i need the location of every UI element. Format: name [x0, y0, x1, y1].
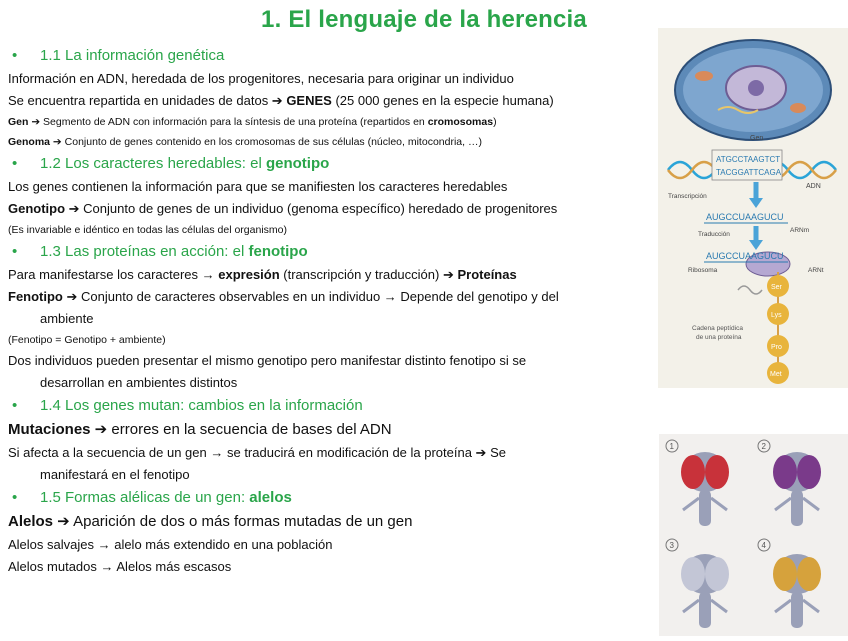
- section-heading-1-1: [8, 44, 658, 68]
- keyword: expresión: [218, 267, 280, 282]
- text-span: 1.2 Los caracteres heredables: el: [40, 155, 266, 172]
- arnm-label: ARNm: [790, 227, 810, 234]
- text-line: [8, 418, 658, 442]
- cadena-label: de una proteína: [696, 334, 742, 341]
- fly-icon: [758, 440, 821, 526]
- text-line: [8, 264, 658, 286]
- fly-alleles-figure: [659, 434, 848, 636]
- text-line: Dos individuos pueden presentar el mismo genotipo pero manifestar distinto fenotipo si se: [8, 353, 527, 368]
- text-line: [8, 286, 658, 308]
- fly-leg: [683, 498, 699, 510]
- adn-label: ADN: [806, 183, 821, 190]
- fly-body: [699, 592, 711, 628]
- text-span: ➔ Conjunto de caracteres observables en un individuo → Depende del genotipo y del: [62, 289, 559, 304]
- text-span: ➔ errores en la secuencia de bases del ADN: [90, 421, 392, 438]
- text-span: Se encuentra repartida en unidades de datos ➔: [8, 93, 287, 108]
- section-title: 1.4 Los genes mutan: cambios en la información: [40, 397, 363, 414]
- text-span: ➔ Aparición de dos o más formas mutadas de un gen: [53, 513, 413, 530]
- fly-eye: [797, 455, 821, 489]
- text-line: [8, 112, 658, 132]
- fly-eye: [681, 557, 705, 591]
- text-line: [8, 132, 658, 152]
- text-line: Alelos mutados → Alelos más escasos: [8, 559, 232, 574]
- dna-sequence-bottom: TACGGATTCAGA: [716, 168, 782, 177]
- keyword: Proteínas: [457, 267, 517, 282]
- trna-icon: [738, 286, 762, 294]
- fly-body: [791, 592, 803, 628]
- ribosoma-label: Ribosoma: [688, 267, 718, 274]
- text-span: ➔ Segmento de ADN con información para la síntesis de una proteína (repartidos en: [28, 116, 428, 128]
- fly-icon: [666, 539, 729, 628]
- fly-icon: [666, 440, 729, 526]
- main-content: [8, 44, 658, 578]
- fly-eye: [705, 455, 729, 489]
- text-span: (transcripción y traducción) ➔: [279, 267, 458, 282]
- ribosome-sequence: AUGCCUAAGUCU: [706, 251, 784, 261]
- amino-acid-label: Pro: [771, 344, 782, 351]
- bullet: •: [12, 155, 18, 172]
- text-line: (Fenotipo = Genotipo + ambiente): [8, 334, 166, 346]
- text-line: [8, 198, 658, 220]
- bullet: •: [12, 397, 18, 414]
- section-title: [40, 486, 292, 510]
- fly-leg: [711, 498, 727, 510]
- arnt-label: ARNt: [808, 267, 824, 274]
- keyword: Genoma: [8, 136, 51, 148]
- amino-acid-label: Met: [770, 371, 782, 378]
- mitochondria-icon: [695, 71, 713, 81]
- fly-leg: [775, 600, 791, 612]
- text-line: [8, 90, 658, 112]
- fly-eye: [773, 455, 797, 489]
- arrow-icon: [749, 240, 763, 250]
- keyword: fenotipo: [248, 243, 308, 260]
- gen-label: Gen: [750, 135, 764, 142]
- text-span: 1.5 Formas alélicas de un gen:: [40, 489, 250, 506]
- keyword: Gen: [8, 116, 29, 128]
- keyword: genotipo: [265, 155, 330, 172]
- fly-icon: [758, 539, 821, 628]
- section-heading-1-3: [8, 240, 658, 264]
- arrow-icon: [749, 198, 763, 208]
- keyword: Alelos: [8, 513, 54, 530]
- text-span: ➔ Conjunto de genes contenido en los cromosomas de sus células (núcleo, mitocondria, …): [50, 136, 482, 148]
- keyword: Genotipo: [8, 201, 66, 216]
- fly-body: [699, 490, 711, 526]
- keyword: cromosomas: [427, 116, 494, 128]
- text-span: Para manifestarse los caracteres →: [8, 267, 219, 282]
- text-span: ➔ Conjunto de genes de un individuo (genoma específico) heredado de progenitores: [65, 201, 558, 216]
- dna-sequence-top: ATGCCTAAGTCT: [716, 155, 781, 164]
- bullet: •: [12, 489, 18, 506]
- fly-eye: [797, 557, 821, 591]
- fly-eye: [681, 455, 705, 489]
- section-title: 1.1 La información genética: [40, 47, 225, 64]
- fly-number-label: 2: [761, 442, 766, 451]
- text-line: Si afecta a la secuencia de un gen → se traducirá en modificación de la proteína ➔ Se: [8, 445, 506, 460]
- section-heading-1-5: [8, 486, 658, 510]
- keyword: Fenotipo: [8, 289, 63, 304]
- text-line: Alelos salvajes → alelo más extendido en una población: [8, 537, 333, 552]
- fly-leg: [711, 600, 727, 612]
- text-line: manifestará en el fenotipo: [40, 467, 190, 482]
- mitochondria-icon: [790, 103, 806, 113]
- traduccion-label: Traducción: [698, 231, 730, 238]
- text-line: Los genes contienen la información para que se manifiesten los caracteres heredables: [8, 179, 508, 194]
- section-title: [40, 152, 329, 176]
- text-line: Información en ADN, heredada de los progenitores, necesaria para originar un individuo: [8, 71, 514, 86]
- fly-leg: [775, 498, 791, 510]
- text-line: ambiente: [40, 311, 94, 326]
- mrna-sequence: AUGCCUAAGUCU: [706, 212, 784, 222]
- keyword: Mutaciones: [8, 421, 91, 438]
- amino-acid-label: Ser: [771, 284, 782, 291]
- fly-number-label: 4: [761, 541, 766, 550]
- cadena-label: Cadena peptídica: [692, 325, 743, 332]
- text-line: [8, 510, 658, 534]
- fly-eye: [773, 557, 797, 591]
- fly-leg: [803, 498, 819, 510]
- bullet: •: [12, 47, 18, 64]
- text-line: desarrollan en ambientes distintos: [40, 375, 238, 390]
- transcripcion-label: Transcripción: [668, 193, 707, 200]
- fly-number-label: 1: [669, 442, 674, 451]
- amino-acid-label: Lys: [771, 312, 782, 319]
- fly-number-label: 3: [669, 541, 674, 550]
- section-title: [40, 240, 308, 264]
- fly-eye: [705, 557, 729, 591]
- text-line: (Es invariable e idéntico en todas las células del organismo): [8, 224, 287, 236]
- section-heading-1-2: [8, 152, 658, 176]
- gene-expression-illustration: [658, 28, 848, 388]
- section-heading-1-4: [8, 394, 658, 418]
- fly-body: [791, 490, 803, 526]
- text-span: ): [493, 116, 497, 128]
- keyword: alelos: [249, 489, 292, 506]
- text-span: (25 000 genes en la especie humana): [331, 93, 554, 108]
- fly-leg: [803, 600, 819, 612]
- text-span: 1.3 Las proteínas en acción: el: [40, 243, 249, 260]
- page-title: 1. El lenguaje de la herencia: [261, 6, 587, 33]
- fly-leg: [683, 600, 699, 612]
- gene-expression-figure: [658, 28, 848, 388]
- bullet: •: [12, 243, 18, 260]
- fly-alleles-illustration: [659, 434, 848, 636]
- keyword: GENES: [286, 93, 332, 108]
- nucleolus-icon: [748, 80, 764, 96]
